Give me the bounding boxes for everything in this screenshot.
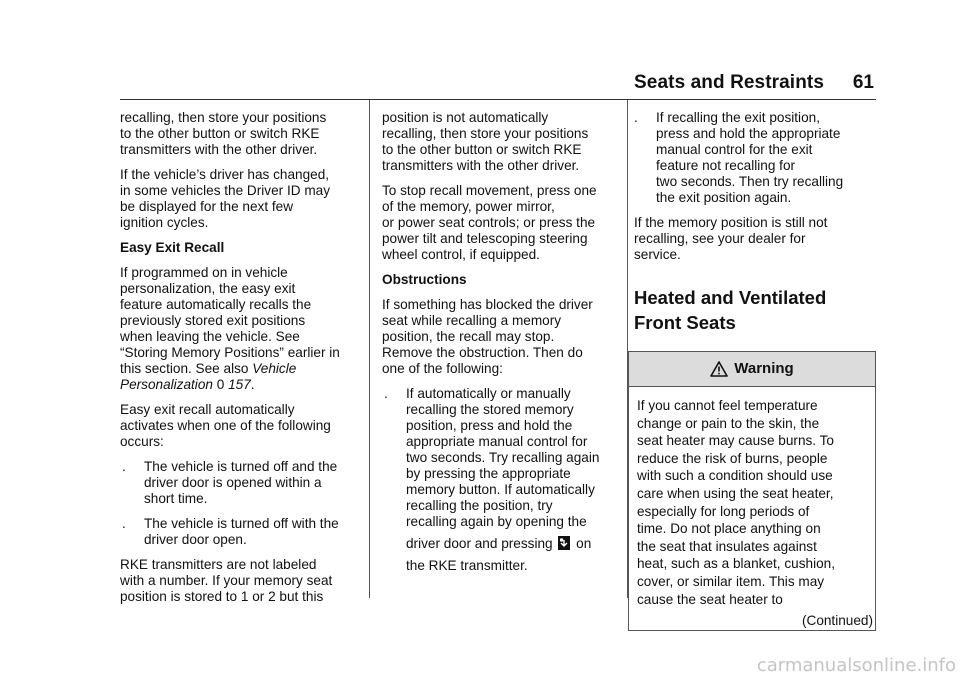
text-line: heat, such as a blanket, cushion, [637,556,835,572]
column-divider-1 [369,100,370,598]
text-line: or power seat controls; or press the [382,215,596,230]
bullet-item [120,459,364,507]
text-line: recalling, then store your positions [382,126,589,141]
text-line: If recalling the exit position, [656,110,820,125]
text-line: with such a condition should use [637,468,833,484]
text-line: previously stored exit positions [120,313,306,328]
page-reference-arrow-icon: 0 [216,377,225,392]
text-line: personalization, the easy exit [120,281,296,296]
text-line: power tilt and telescoping steering [382,231,588,246]
page-reference[interactable]: 157 [228,377,251,392]
text-line: feature automatically recalls the [120,297,312,312]
text-line: recalling, then store your positions [120,110,327,125]
text-line: be displayed for the next few [120,199,294,214]
text-line: Remove the obstruction. Then do [382,345,583,360]
text-line: short time. [144,491,208,506]
warning-box [628,351,876,631]
watermark: carmanualsonline.info [756,655,956,676]
text-line: position, press and hold the [406,418,573,433]
text-line: two seconds. Then try recalling [656,174,844,189]
text: driver door and pressing [406,536,553,551]
warning-header [629,352,875,387]
paragraph [120,265,364,393]
bullet-mark: . [122,459,126,474]
text-line: transmitters with the other driver. [120,142,318,157]
paragraph [120,402,364,450]
text-line: If automatically or manually [406,386,571,401]
text-line: position is stored to 1 or 2 but this [120,589,324,604]
paragraph [634,215,878,263]
text-line: position, the recall may stop. [382,329,555,344]
subheading-obstructions: Obstructions [382,272,467,287]
subheading-easy-exit-recall: Easy Exit Recall [120,240,225,255]
text: this section. See also [120,361,253,376]
text-line: the exit position again. [656,190,792,205]
text-line: service. [634,247,681,262]
text-line: the seat that insulates against [637,538,817,554]
link-vehicle-personalization[interactable]: Vehicle [252,361,297,376]
text-line: when leaving the vehicle. See [120,329,300,344]
column-3 [628,110,878,631]
text-line: cause the seat heater to [637,591,783,607]
text-line: feature not recalling for [656,158,796,173]
text-line: of the memory, power mirror, [382,199,555,214]
page-header-title: Seats and Restraints [634,72,824,93]
text-line: one of the following: [382,361,503,376]
text-line: appropriate manual control for [406,434,588,449]
text-line: seat while recalling a memory [382,313,562,328]
text-line: press and hold the appropriate [656,126,841,141]
text-line: change or pain to the skin, the [637,415,820,431]
paragraph [382,183,622,263]
bullet-mark: . [122,516,126,531]
paragraph [120,110,364,158]
text: . [250,377,255,392]
text-line: manual control for the exit [656,142,813,157]
text-line: recalling again by opening the [406,514,587,529]
bullet-item [634,110,878,206]
text-line: wheel control, if equipped. [382,247,540,262]
text-line: time. Do not place anything on [637,521,821,537]
bullet-item [120,516,364,548]
text-line: recalling the stored memory [406,402,574,417]
text-line: occurs: [120,434,164,449]
text-line: transmitters with the other driver. [382,158,580,173]
text-line: two seconds. Try recalling again [406,450,600,465]
bullet-item [382,386,622,574]
text-line: The vehicle is turned off with the [144,516,339,531]
warning-title: Warning [734,360,794,377]
text-line: If you cannot feel temperature [637,398,818,413]
text-line: If something has blocked the driver [382,297,593,312]
link-vehicle-personalization[interactable]: Personalization [120,377,213,392]
text-line: to the other button or switch RKE [120,126,320,141]
paragraph [382,297,622,377]
text-line: position is not automatically [382,110,549,125]
text-line: RKE transmitters are not labeled [120,557,317,572]
paragraph [382,110,622,174]
paragraph [120,557,364,605]
text-line: ignition cycles. [120,215,209,230]
bullet-mark: . [634,110,638,125]
continued-label: (Continued) [801,613,873,629]
rke-unlock-key-icon [558,536,570,550]
text-line: driver door is opened within a [144,475,322,490]
text-line: cover, or similar item. This may [637,573,825,589]
text-line: Easy exit recall automatically [120,402,295,417]
text-line: in some vehicles the Driver ID may [120,183,331,198]
text: the RKE transmitter. [406,558,528,573]
text-line: care when using the seat heater, [637,485,834,501]
text: on [576,536,592,551]
section-title: Heated and Ventilated Front Seats [634,287,827,333]
text-line: “Storing Memory Positions” earlier in [120,345,340,360]
paragraph [120,167,364,231]
text-line: especially for long periods of [637,503,810,519]
text-line: The vehicle is turned off and the [144,459,338,474]
warning-triangle-icon [710,361,728,377]
text-line: driver door open. [144,532,247,547]
text-line: to the other button or switch RKE [382,142,582,157]
text-line: If the vehicle’s driver has changed, [120,167,330,182]
bullet-mark: . [384,386,388,401]
text-line: If the memory position is still not [634,215,828,230]
page-number: 61 [852,72,874,93]
text-line: To stop recall movement, press one [382,183,597,198]
warning-body [629,387,875,610]
header-rule [120,99,876,100]
text-line: reduce the risk of burns, people [637,450,828,466]
column-1 [120,110,364,614]
column-2 [382,110,622,583]
text-line: recalling, see your dealer for [634,231,806,246]
text-line: recalling the position, try [406,498,553,513]
text-line: activates when one of the following [120,418,331,433]
text-line: by pressing the appropriate [406,466,571,481]
text-line: with a number. If your memory seat [120,573,333,588]
text-line: seat heater may cause burns. To [637,433,834,449]
text-line: memory button. If automatically [406,482,595,497]
text-line: If programmed on in vehicle [120,265,288,280]
